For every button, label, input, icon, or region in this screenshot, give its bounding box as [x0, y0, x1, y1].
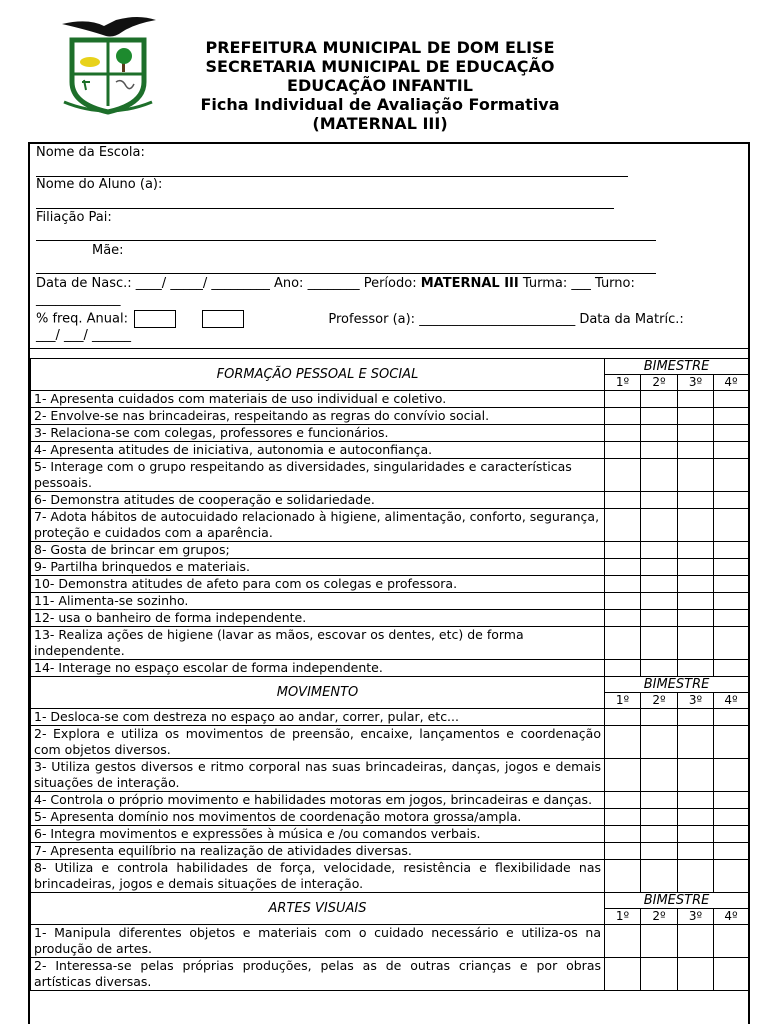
- table-row: [31, 425, 749, 442]
- mother-label: Mãe:: [92, 243, 124, 258]
- grade-cell-4[interactable]: [714, 576, 749, 593]
- bimestre-column-1: 1º: [605, 693, 641, 709]
- teacher-label: Professor (a): ________________________ Data da Matríc.:: [328, 311, 684, 327]
- grade-cell-1[interactable]: [605, 726, 641, 759]
- grade-cell-3[interactable]: [678, 610, 714, 627]
- grade-cell-2[interactable]: [641, 792, 678, 809]
- grade-cell-4[interactable]: [714, 391, 749, 408]
- enrollment-date-line[interactable]: ___/ ___/ ______: [36, 328, 132, 343]
- grade-cell-2[interactable]: [641, 593, 678, 610]
- grade-cell-2[interactable]: [641, 492, 678, 509]
- table-row: [31, 709, 749, 726]
- grade-cell-1[interactable]: [605, 492, 641, 509]
- father-name-line[interactable]: [36, 240, 656, 241]
- grade-cell-3[interactable]: [678, 425, 714, 442]
- section-header-row: [31, 893, 749, 909]
- grade-cell-3[interactable]: [678, 860, 714, 893]
- criterion-text: 11- Alimenta-se sozinho.: [31, 593, 605, 610]
- grade-cell-2[interactable]: [641, 610, 678, 627]
- bimestre-column-3: 3º: [678, 693, 714, 709]
- table-row: [31, 660, 749, 677]
- grade-cell-1[interactable]: [605, 459, 641, 492]
- grade-cell-3[interactable]: [678, 759, 714, 792]
- grade-cell-2[interactable]: [641, 627, 678, 660]
- info-separator: [30, 348, 748, 349]
- criterion-text: 14- Interage no espaço escolar de forma independente.: [31, 660, 605, 677]
- grade-cell-2[interactable]: [641, 726, 678, 759]
- grade-cell-2[interactable]: [641, 459, 678, 492]
- bimestre-label: BIMESTRE: [605, 677, 749, 693]
- table-row: [31, 442, 749, 459]
- grade-cell-2[interactable]: [641, 425, 678, 442]
- table-row: [31, 492, 749, 509]
- grade-cell-4[interactable]: [714, 627, 749, 660]
- bimestre-column-2: 2º: [641, 909, 678, 925]
- header-secretariat: SECRETARIA MUNICIPAL DE EDUCAÇÃO: [205, 57, 555, 76]
- bimestre-column-4: 4º: [714, 693, 749, 709]
- mother-name-line[interactable]: [36, 273, 656, 274]
- class-shift-label: Turma: ___ Turno:: [522, 276, 635, 291]
- school-name-label: Nome da Escola:: [36, 145, 145, 160]
- table-row: [31, 459, 749, 492]
- grade-cell-4[interactable]: [714, 492, 749, 509]
- grade-cell-1[interactable]: [605, 860, 641, 893]
- shift-line[interactable]: _____________: [36, 292, 121, 307]
- grade-cell-2[interactable]: [641, 709, 678, 726]
- grade-cell-1[interactable]: [605, 627, 641, 660]
- grade-cell-1[interactable]: [605, 759, 641, 792]
- bimestre-column-2: 2º: [641, 375, 678, 391]
- bimestre-column-4: 4º: [714, 909, 749, 925]
- grade-cell-3[interactable]: [678, 459, 714, 492]
- criterion-text: 13- Realiza ações de higiene (lavar as mãos, escovar os dentes, etc) de forma independente.: [31, 627, 605, 660]
- grade-cell-1[interactable]: [605, 660, 641, 677]
- bimestre-column-2: 2º: [641, 693, 678, 709]
- grade-cell-3[interactable]: [678, 593, 714, 610]
- criterion-text: 5- Apresenta domínio nos movimentos de coordenação motora grossa/ampla.: [31, 809, 605, 826]
- frequency-box-2[interactable]: [202, 310, 244, 328]
- coat-of-arms-logo: [58, 16, 158, 118]
- grade-cell-1[interactable]: [605, 709, 641, 726]
- grade-cell-2[interactable]: [641, 925, 678, 958]
- grade-cell-3[interactable]: [678, 843, 714, 860]
- birth-date-label: Data de Nasc.: ____/ _____/ _________ Ano: ________ Período:: [36, 276, 417, 291]
- grade-cell-1[interactable]: [605, 542, 641, 559]
- table-row: [31, 391, 749, 408]
- grade-cell-2[interactable]: [641, 542, 678, 559]
- grade-cell-1[interactable]: [605, 809, 641, 826]
- criterion-text: 2- Envolve-se nas brincadeiras, respeitando as regras do convívio social.: [31, 408, 605, 425]
- grade-cell-4[interactable]: [714, 726, 749, 759]
- table-row: [31, 509, 749, 542]
- birth-date-row: [36, 276, 635, 292]
- grade-cell-1[interactable]: [605, 826, 641, 843]
- grade-cell-2[interactable]: [641, 559, 678, 576]
- table-row: [31, 627, 749, 660]
- grade-cell-4[interactable]: [714, 459, 749, 492]
- grade-cell-4[interactable]: [714, 509, 749, 542]
- criterion-text: 2- Interessa-se pelas próprias produções, pelas as de outras crianças e por obras artísticas diversas.: [31, 958, 605, 991]
- grade-cell-2[interactable]: [641, 826, 678, 843]
- criterion-text: 1- Apresenta cuidados com materiais de uso individual e coletivo.: [31, 391, 605, 408]
- criterion-text: 1- Manipula diferentes objetos e materiais com o cuidado necessário e utiliza-os na produção de artes.: [31, 925, 605, 958]
- grade-cell-4[interactable]: [714, 809, 749, 826]
- grade-cell-1[interactable]: [605, 843, 641, 860]
- grade-cell-3[interactable]: [678, 509, 714, 542]
- table-row: [31, 726, 749, 759]
- grade-cell-4[interactable]: [714, 425, 749, 442]
- frequency-box-1[interactable]: [134, 310, 176, 328]
- grade-cell-2[interactable]: [641, 660, 678, 677]
- grade-cell-3[interactable]: [678, 542, 714, 559]
- grade-cell-4[interactable]: [714, 792, 749, 809]
- criterion-text: 6- Integra movimentos e expressões à música e /ou comandos verbais.: [31, 826, 605, 843]
- table-row: [31, 559, 749, 576]
- criterion-text: 6- Demonstra atitudes de cooperação e solidariedade.: [31, 492, 605, 509]
- table-row: [31, 576, 749, 593]
- grade-cell-1[interactable]: [605, 792, 641, 809]
- bimestre-label: BIMESTRE: [605, 893, 749, 909]
- grade-cell-1[interactable]: [605, 576, 641, 593]
- bimestre-column-4: 4º: [714, 375, 749, 391]
- table-row: [31, 860, 749, 893]
- header-form-title: Ficha Individual de Avaliação Formativa: [200, 95, 560, 114]
- table-row: [31, 925, 749, 958]
- bimestre-column-1: 1º: [605, 909, 641, 925]
- grade-cell-2[interactable]: [641, 576, 678, 593]
- table-row: [31, 958, 749, 991]
- grade-cell-3[interactable]: [678, 559, 714, 576]
- frequency-row: [36, 310, 684, 328]
- section-header-row: [31, 677, 749, 693]
- criterion-text: 10- Demonstra atitudes de afeto para com os colegas e professora.: [31, 576, 605, 593]
- grade-cell-1[interactable]: [605, 425, 641, 442]
- criterion-text: 7- Apresenta equilíbrio na realização de atividades diversas.: [31, 843, 605, 860]
- grade-cell-2[interactable]: [641, 759, 678, 792]
- grade-cell-1[interactable]: [605, 509, 641, 542]
- student-name-label: Nome do Aluno (a):: [36, 177, 163, 192]
- section-title: ARTES VISUAIS: [31, 893, 605, 925]
- grade-cell-3[interactable]: [678, 492, 714, 509]
- grade-cell-1[interactable]: [605, 958, 641, 991]
- father-label: Filiação Pai:: [36, 210, 112, 225]
- grade-cell-4[interactable]: [714, 593, 749, 610]
- grade-cell-3[interactable]: [678, 627, 714, 660]
- grade-cell-4[interactable]: [714, 610, 749, 627]
- grade-cell-4[interactable]: [714, 408, 749, 425]
- table-row: [31, 792, 749, 809]
- criterion-text: 4- Apresenta atitudes de iniciativa, autonomia e autoconfiança.: [31, 442, 605, 459]
- grade-cell-3[interactable]: [678, 826, 714, 843]
- frequency-label: % freq. Anual:: [36, 311, 128, 327]
- document-header: [150, 38, 610, 133]
- grade-cell-1[interactable]: [605, 610, 641, 627]
- grade-cell-1[interactable]: [605, 559, 641, 576]
- table-row: [31, 610, 749, 627]
- grade-cell-2[interactable]: [641, 860, 678, 893]
- bimestre-label: BIMESTRE: [605, 359, 749, 375]
- grade-cell-1[interactable]: [605, 442, 641, 459]
- grade-cell-3[interactable]: [678, 726, 714, 759]
- grade-cell-1[interactable]: [605, 925, 641, 958]
- criterion-text: 7- Adota hábitos de autocuidado relacionado à higiene, alimentação, conforto, segurança, proteção e cuidados com a aparência.: [31, 509, 605, 542]
- criterion-text: 4- Controla o próprio movimento e habilidades motoras em jogos, brincadeiras e danças.: [31, 792, 605, 809]
- grade-cell-2[interactable]: [641, 809, 678, 826]
- grade-cell-2[interactable]: [641, 442, 678, 459]
- grade-cell-4[interactable]: [714, 860, 749, 893]
- table-row: [31, 809, 749, 826]
- grade-cell-4[interactable]: [714, 542, 749, 559]
- criterion-text: 3- Relaciona-se com colegas, professores e funcionários.: [31, 425, 605, 442]
- section-title: MOVIMENTO: [31, 677, 605, 709]
- student-name-line[interactable]: [36, 208, 614, 209]
- grade-cell-3[interactable]: [678, 792, 714, 809]
- grade-cell-2[interactable]: [641, 509, 678, 542]
- grade-cell-3[interactable]: [678, 958, 714, 991]
- grade-cell-4[interactable]: [714, 660, 749, 677]
- grade-cell-1[interactable]: [605, 593, 641, 610]
- grade-cell-3[interactable]: [678, 391, 714, 408]
- criterion-text: 1- Desloca-se com destreza no espaço ao andar, correr, pular, etc...: [31, 709, 605, 726]
- grade-cell-3[interactable]: [678, 660, 714, 677]
- grade-cell-2[interactable]: [641, 958, 678, 991]
- section-header-row: [31, 359, 749, 375]
- grade-cell-3[interactable]: [678, 809, 714, 826]
- form-frame: [28, 142, 750, 1024]
- criterion-text: 8- Utiliza e controla habilidades de força, velocidade, resistência e flexibilidade nas brincadeiras, jogos e demais situações de interação.: [31, 860, 605, 893]
- criterion-text: 8- Gosta de brincar em grupos;: [31, 542, 605, 559]
- grade-cell-4[interactable]: [714, 958, 749, 991]
- grade-cell-2[interactable]: [641, 408, 678, 425]
- grade-cell-1[interactable]: [605, 408, 641, 425]
- grade-cell-4[interactable]: [714, 759, 749, 792]
- evaluation-table: [30, 358, 749, 991]
- criterion-text: 3- Utiliza gestos diversos e ritmo corporal nas suas brincadeiras, danças, jogos e demais situações de interação.: [31, 759, 605, 792]
- bimestre-column-3: 3º: [678, 375, 714, 391]
- grade-cell-4[interactable]: [714, 826, 749, 843]
- grade-cell-3[interactable]: [678, 576, 714, 593]
- header-department: EDUCAÇÃO INFANTIL: [287, 76, 473, 95]
- table-row: [31, 593, 749, 610]
- period-value: MATERNAL III: [420, 276, 519, 291]
- table-row: [31, 542, 749, 559]
- grade-cell-3[interactable]: [678, 442, 714, 459]
- grade-cell-4[interactable]: [714, 442, 749, 459]
- grade-cell-2[interactable]: [641, 843, 678, 860]
- table-row: [31, 843, 749, 860]
- grade-cell-3[interactable]: [678, 709, 714, 726]
- grade-cell-2[interactable]: [641, 391, 678, 408]
- table-row: [31, 759, 749, 792]
- grade-cell-4[interactable]: [714, 559, 749, 576]
- grade-cell-3[interactable]: [678, 925, 714, 958]
- bimestre-column-1: 1º: [605, 375, 641, 391]
- criterion-text: 5- Interage com o grupo respeitando as diversidades, singularidades e características pessoais.: [31, 459, 605, 492]
- criterion-text: 2- Explora e utiliza os movimentos de preensão, encaixe, lançamentos e coordenação com objetos diversos.: [31, 726, 605, 759]
- table-row: [31, 408, 749, 425]
- grade-cell-4[interactable]: [714, 709, 749, 726]
- criterion-text: 12- usa o banheiro de forma independente.: [31, 610, 605, 627]
- section-title: FORMAÇÃO PESSOAL E SOCIAL: [31, 359, 605, 391]
- table-row: [31, 826, 749, 843]
- grade-cell-1[interactable]: [605, 391, 641, 408]
- grade-cell-3[interactable]: [678, 408, 714, 425]
- header-class-level: (MATERNAL III): [312, 114, 448, 133]
- grade-cell-4[interactable]: [714, 843, 749, 860]
- bimestre-column-3: 3º: [678, 909, 714, 925]
- grade-cell-4[interactable]: [714, 925, 749, 958]
- header-municipality: PREFEITURA MUNICIPAL DE DOM ELISE: [205, 38, 555, 57]
- criterion-text: 9- Partilha brinquedos e materiais.: [31, 559, 605, 576]
